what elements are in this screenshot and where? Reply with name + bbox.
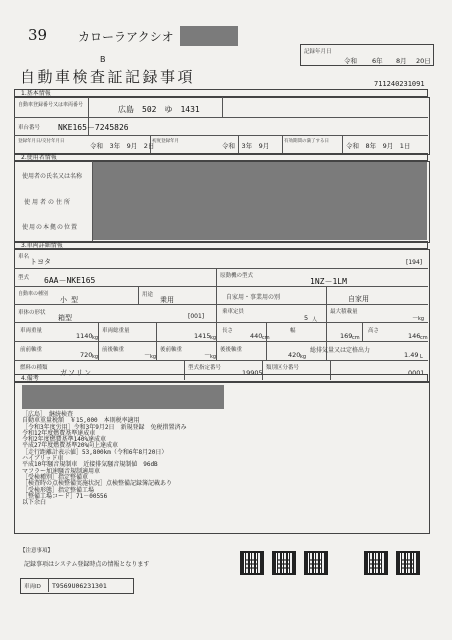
chassis-value: NKE165－7245826 — [58, 123, 129, 132]
gross-label: 車両総重量 — [102, 328, 130, 334]
remark-line: ［整備工場コード］71－00556 — [22, 492, 108, 500]
gross-value: 1415 — [194, 332, 211, 340]
cert-label: 型式指定番号 — [188, 365, 222, 371]
fr-axle-label: 前後軸重 — [102, 347, 125, 353]
user-base-label: 使用の本拠の位置 — [22, 224, 79, 231]
remark-line: ［令和3年度労用］令和3年9月2日 新規登録 免税措置済み — [22, 423, 187, 431]
cert-value: 19905 — [242, 369, 263, 377]
load-unit: kg — [418, 316, 425, 322]
vehicle-id-value: T9569U06231301 — [52, 582, 107, 590]
reg-date-value: 令和 3年 9月 2日 — [90, 142, 155, 150]
remark-line: 平成27年度燃費基準20%向上達成車 — [22, 442, 119, 450]
qr-code-icon — [304, 551, 328, 575]
remark-line: マフラー加速騒音規制適用車 — [22, 467, 101, 475]
remark-line: ［受検種別］指定整備車 — [22, 473, 89, 481]
class-label: 類別区分番号 — [266, 365, 300, 371]
engine-label: 原動機の型式 — [220, 273, 254, 279]
kind-value: 小型 — [60, 296, 82, 304]
rf-axle-unit: kg — [210, 354, 217, 360]
notice-title: 【注意事項】 — [20, 548, 54, 554]
chassis-label: 車台番号 — [18, 125, 41, 131]
record-date-era: 令和 — [344, 57, 357, 65]
remark-line: 以下余白 — [22, 499, 47, 507]
record-date-label: 記録年月日 — [304, 49, 332, 55]
private-value: 自家用 — [348, 295, 369, 303]
displacement-value: 1.49 — [404, 351, 419, 359]
fr-axle-unit: kg — [150, 354, 157, 360]
vehicle-id-label: 車両ID — [24, 584, 41, 590]
qr-code-icon — [364, 551, 388, 575]
handwritten-car-name: カローラアクシオ — [78, 30, 174, 44]
remark-line: 平成10年騒音規制車 近接排気騒音規制値 96dB — [22, 461, 158, 469]
rr-axle-label: 後後軸重 — [220, 347, 243, 353]
redacted-block — [180, 26, 238, 46]
width-label: 幅 — [290, 328, 296, 334]
capacity-unit: 人 — [312, 317, 318, 323]
height-label: 高さ — [368, 328, 380, 334]
user-address-label: 使用者の住所 — [24, 199, 73, 206]
qr-code-icon — [240, 551, 264, 575]
section-vehicle-header: 3.車両詳細情報 — [14, 241, 428, 249]
record-date-year: 6年 — [372, 57, 383, 65]
plate-value: 広島 502 ゆ 1431 — [118, 105, 200, 114]
b-mark: B — [100, 55, 106, 64]
weight-unit: kg — [92, 335, 99, 341]
section-remarks-header: 4.備考 — [14, 374, 428, 382]
model-value: 6AA－NKE165 — [44, 276, 96, 285]
body-label: 車体の形状 — [18, 310, 46, 316]
redacted-user-info — [93, 162, 427, 240]
section-basic-header: 1.基本情報 — [14, 89, 428, 97]
body-code: [001] — [188, 313, 205, 320]
remark-line: ［広島］ 継続検査 — [22, 411, 74, 418]
engine-value: 1NZ－1LM — [310, 277, 347, 286]
fuel-label: 燃料の種類 — [20, 365, 48, 371]
capacity-label: 乗車定員 — [222, 309, 245, 315]
first-reg-value: 令和 3年 9月 — [222, 142, 270, 150]
make-code: [194] — [406, 259, 423, 266]
redacted-remarks — [22, 385, 224, 409]
make-label: 車名 — [18, 254, 30, 260]
qr-code-icon — [396, 551, 420, 575]
rr-axle-value: 420 — [288, 351, 301, 359]
document-number: 711240231091 — [374, 80, 425, 88]
reg-date-label: 登録年月日/交付年月日 — [18, 139, 65, 144]
length-value: 440 — [250, 332, 263, 340]
height-value: 146 — [408, 332, 421, 340]
user-name-label: 使用者の氏名又は名称 — [22, 173, 83, 180]
fuel-value: ガソリン — [60, 369, 92, 377]
remark-line: 令和2年度燃費基準140%達成車 — [22, 436, 107, 444]
height-unit: cm — [420, 335, 428, 341]
remark-line: 自動車重量税額 ￥15,000 本則税率適用 — [22, 417, 140, 425]
load-value: － — [412, 314, 419, 322]
weight-label: 車両重量 — [20, 328, 43, 334]
ff-axle-unit: kg — [92, 354, 99, 360]
rr-axle-unit: kg — [300, 354, 307, 360]
ff-axle-label: 前前軸重 — [20, 347, 43, 353]
rf-axle-label: 後前軸重 — [160, 347, 183, 353]
displacement-unit: L — [420, 354, 423, 360]
width-value: 169 — [340, 332, 353, 340]
displacement-label: 総排気量又は定格出力 — [310, 347, 371, 354]
plate-label: 自動車登録番号又は車両番号 — [18, 102, 84, 108]
expiry-value: 令和 8年 9月 1日 — [346, 142, 411, 150]
kind-label: 自動車の種別 — [18, 291, 49, 297]
remark-line: ［検査時の点検整備実施状況］点検整備記録簿記載あり — [22, 480, 173, 488]
ff-axle-value: 720 — [80, 351, 93, 359]
length-unit: cm — [262, 335, 270, 341]
remark-line: ハイブリッド車 — [22, 455, 64, 463]
make-value: トヨタ — [30, 258, 51, 266]
use-label: 用途 — [142, 292, 154, 298]
record-date-month: 8月 — [396, 57, 407, 65]
remarks-list — [22, 412, 186, 506]
width-unit: cm — [352, 335, 360, 341]
weight-value: 1140 — [76, 332, 93, 340]
handwritten-number: 39 — [28, 26, 48, 44]
rf-axle-value: － — [204, 351, 211, 359]
use-value: 乗用 — [160, 296, 174, 304]
remark-line: 令和12年度燃費基準達成車 — [22, 429, 96, 437]
remark-line: ［受検形態］指定整備工場 — [22, 486, 95, 494]
body-value: 箱型 — [58, 314, 72, 322]
notice-text: 記録事項はシステム登録時点の情報となります — [24, 561, 150, 568]
section-user-header: 2.使用者情報 — [14, 153, 428, 161]
first-reg-label: 初度登録年月 — [152, 139, 179, 144]
model-label: 型式 — [18, 275, 30, 281]
load-label: 最大積載量 — [330, 309, 358, 315]
qr-code-icon — [272, 551, 296, 575]
remark-line: ［走行距離計表示値］53,800km（令和6年8月20日） — [22, 448, 168, 456]
record-date-day: 20日 — [416, 57, 431, 65]
class-value: 0001 — [408, 369, 425, 377]
length-label: 長さ — [222, 328, 234, 334]
document-title: 自動車検査証記録事項 — [20, 68, 196, 86]
fr-axle-value: － — [144, 351, 151, 359]
gross-unit: kg — [210, 335, 217, 341]
capacity-value: 5 — [304, 314, 309, 322]
expiry-label: 有効期間の満了する日 — [284, 139, 329, 144]
private-label: 自家用・事業用の別 — [226, 294, 281, 301]
